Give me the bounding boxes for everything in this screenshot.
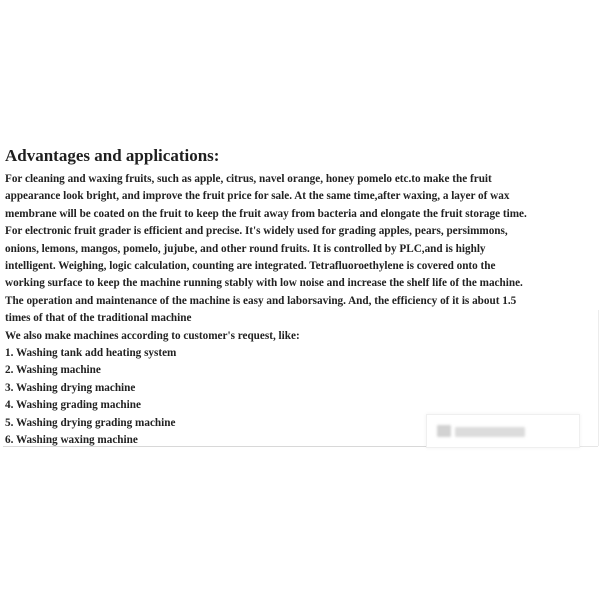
blurred-overlay-card [426, 414, 580, 448]
paragraph-line: onions, lemons, mangos, pomelo, jujube, and other round fruits. It is controlled by PLC,and is highly [5, 242, 486, 255]
content-divider [3, 446, 443, 447]
paragraph-line: The operation and maintenance of the machine is easy and laborsaving. And, the efficiency of it is about 1.5 [5, 294, 517, 307]
machine-list-item: 3. Washing drying machine [5, 381, 136, 394]
paragraph-line: membrane will be coated on the fruit to keep the fruit away from bacteria and elongate the fruit storage time. [5, 207, 527, 220]
article-content [5, 146, 595, 450]
paragraph-line: intelligent. Weighing, logic calculation, counting are integrated. Tetrafluoroethylene is covered onto the [5, 260, 496, 273]
paragraph-line: appearance look bright, and improve the fruit price for sale. At the same time,after waxing, a layer of wax [5, 190, 510, 203]
blurred-logo-icon [437, 425, 451, 437]
machine-list-item: 6. Washing waxing machine [5, 434, 138, 447]
paragraph-line: times of that of the traditional machine [5, 312, 192, 325]
article-body [5, 171, 595, 450]
paragraph-line: For electronic fruit grader is efficient and precise. It's widely used for grading apples, pears, persimmons, [5, 225, 508, 238]
section-heading: Advantages and applications: [5, 146, 220, 165]
machine-list-item: 4. Washing grading machine [5, 399, 141, 412]
blurred-text-placeholder [455, 427, 525, 437]
content-border-right [598, 310, 599, 446]
machine-list-item: 1. Washing tank add heating system [5, 347, 177, 360]
paragraph-line: For cleaning and waxing fruits, such as apple, citrus, navel orange, honey pomelo etc.to make the fruit [5, 173, 492, 185]
machine-list-item: 2. Washing machine [5, 364, 101, 377]
request-intro: We also make machines according to customer's request, like: [5, 329, 300, 342]
machine-list-item: 5. Washing drying grading machine [5, 416, 176, 429]
paragraph-line: working surface to keep the machine running stably with low noise and increase the shelf life of the machine. [5, 277, 523, 290]
